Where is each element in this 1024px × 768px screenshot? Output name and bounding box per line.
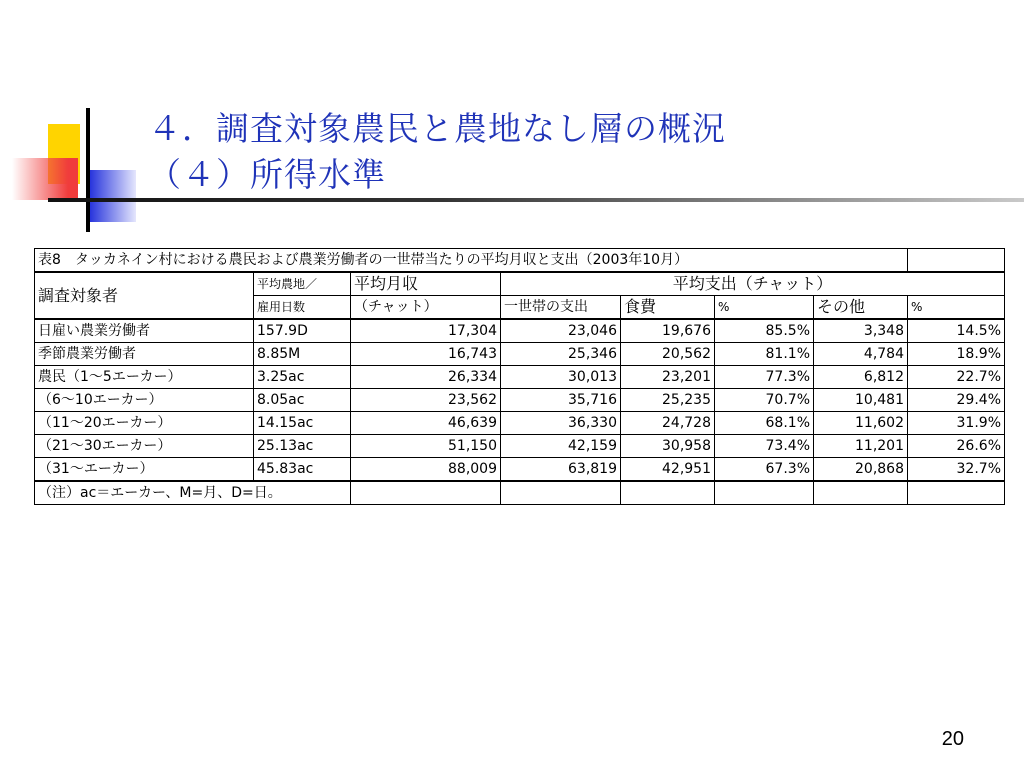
row-other-pct: 31.9%: [908, 412, 1005, 435]
table-row: [35, 389, 1005, 412]
header-income-top: 平均月収: [351, 272, 501, 296]
row-label: （6～10エーカー）: [35, 389, 254, 412]
row-other: 20,868: [814, 458, 908, 482]
table-row: [35, 366, 1005, 389]
header-land-bottom: 雇用日数: [254, 296, 351, 320]
slide-title: [148, 106, 726, 198]
row-other-pct: 32.7%: [908, 458, 1005, 482]
header-food: 食費: [621, 296, 715, 320]
row-food: 42,951: [621, 458, 715, 482]
row-expense: 63,819: [501, 458, 621, 482]
row-expense: 25,346: [501, 343, 621, 366]
row-expense: 30,013: [501, 366, 621, 389]
decor-red-square: [12, 158, 78, 200]
empty-cell: [715, 481, 814, 505]
row-other: 3,348: [814, 319, 908, 343]
row-other: 11,602: [814, 412, 908, 435]
row-other-pct: 18.9%: [908, 343, 1005, 366]
header-row-1: [35, 272, 1005, 296]
header-subject: 調査対象者: [35, 272, 254, 319]
row-other-pct: 26.6%: [908, 435, 1005, 458]
table-row: [35, 319, 1005, 343]
row-land: 14.15ac: [254, 412, 351, 435]
header-income-bottom: （チャット）: [351, 296, 501, 320]
row-label: 農民（1～5エーカー）: [35, 366, 254, 389]
empty-cell: [621, 481, 715, 505]
table-row: [35, 412, 1005, 435]
header-other: その他: [814, 296, 908, 320]
note-row: [35, 481, 1005, 505]
row-other-pct: 22.7%: [908, 366, 1005, 389]
table-row: [35, 458, 1005, 482]
row-other-pct: 29.4%: [908, 389, 1005, 412]
decor-vertical-line: [86, 108, 90, 232]
row-food: 19,676: [621, 319, 715, 343]
row-land: 3.25ac: [254, 366, 351, 389]
row-food-pct: 81.1%: [715, 343, 814, 366]
empty-cell: [908, 481, 1005, 505]
row-other-pct: 14.5%: [908, 319, 1005, 343]
row-label: （21～30エーカー）: [35, 435, 254, 458]
row-food: 23,201: [621, 366, 715, 389]
row-other: 6,812: [814, 366, 908, 389]
row-income: 17,304: [351, 319, 501, 343]
row-label: （31～エーカー）: [35, 458, 254, 482]
table-row: [35, 343, 1005, 366]
row-land: 45.83ac: [254, 458, 351, 482]
row-food-pct: 68.1%: [715, 412, 814, 435]
row-food-pct: 73.4%: [715, 435, 814, 458]
header-expense-group: 平均支出（チャット）: [501, 272, 1005, 296]
row-other: 4,784: [814, 343, 908, 366]
row-food-pct: 70.7%: [715, 389, 814, 412]
row-label: （11～20エーカー）: [35, 412, 254, 435]
row-income: 51,150: [351, 435, 501, 458]
row-land: 157.9D: [254, 319, 351, 343]
row-food-pct: 77.3%: [715, 366, 814, 389]
header-land-top: 平均農地／: [254, 272, 351, 296]
row-food-pct: 67.3%: [715, 458, 814, 482]
row-expense: 42,159: [501, 435, 621, 458]
slide-title-line-1: ４．調査対象農民と農地なし層の概況: [148, 109, 726, 148]
table-caption: 表8 タッカネイン村における農民および農業労働者の一世帯当たりの平均月収と支出（2003年10月）: [35, 249, 908, 273]
header-expense-total: 一世帯の支出: [501, 296, 621, 320]
decor-blue-square: [88, 170, 136, 222]
empty-cell: [351, 481, 501, 505]
row-income: 88,009: [351, 458, 501, 482]
header-other-pct: %: [908, 296, 1005, 320]
row-expense: 23,046: [501, 319, 621, 343]
row-food-pct: 85.5%: [715, 319, 814, 343]
row-label: 季節農業労働者: [35, 343, 254, 366]
empty-cell: [814, 481, 908, 505]
row-expense: 35,716: [501, 389, 621, 412]
page-number: 20: [941, 728, 964, 750]
row-expense: 36,330: [501, 412, 621, 435]
row-food: 25,235: [621, 389, 715, 412]
row-other: 10,481: [814, 389, 908, 412]
title-underline: [48, 198, 1024, 202]
header-food-pct: %: [715, 296, 814, 320]
row-income: 26,334: [351, 366, 501, 389]
table-note: （注）ac＝エーカー、M=月、D=日。: [35, 481, 351, 505]
row-food: 20,562: [621, 343, 715, 366]
slide-title-line-2: （４）所得水準: [148, 155, 386, 194]
row-land: 8.85M: [254, 343, 351, 366]
empty-cell: [908, 249, 1005, 273]
table-row: [35, 435, 1005, 458]
row-label: 日雇い農業労働者: [35, 319, 254, 343]
row-food: 24,728: [621, 412, 715, 435]
row-other: 11,201: [814, 435, 908, 458]
row-land: 25.13ac: [254, 435, 351, 458]
row-income: 16,743: [351, 343, 501, 366]
income-expense-table: [34, 248, 1005, 505]
row-income: 23,562: [351, 389, 501, 412]
row-income: 46,639: [351, 412, 501, 435]
table-caption-row: [35, 249, 1005, 273]
row-land: 8.05ac: [254, 389, 351, 412]
empty-cell: [501, 481, 621, 505]
row-food: 30,958: [621, 435, 715, 458]
